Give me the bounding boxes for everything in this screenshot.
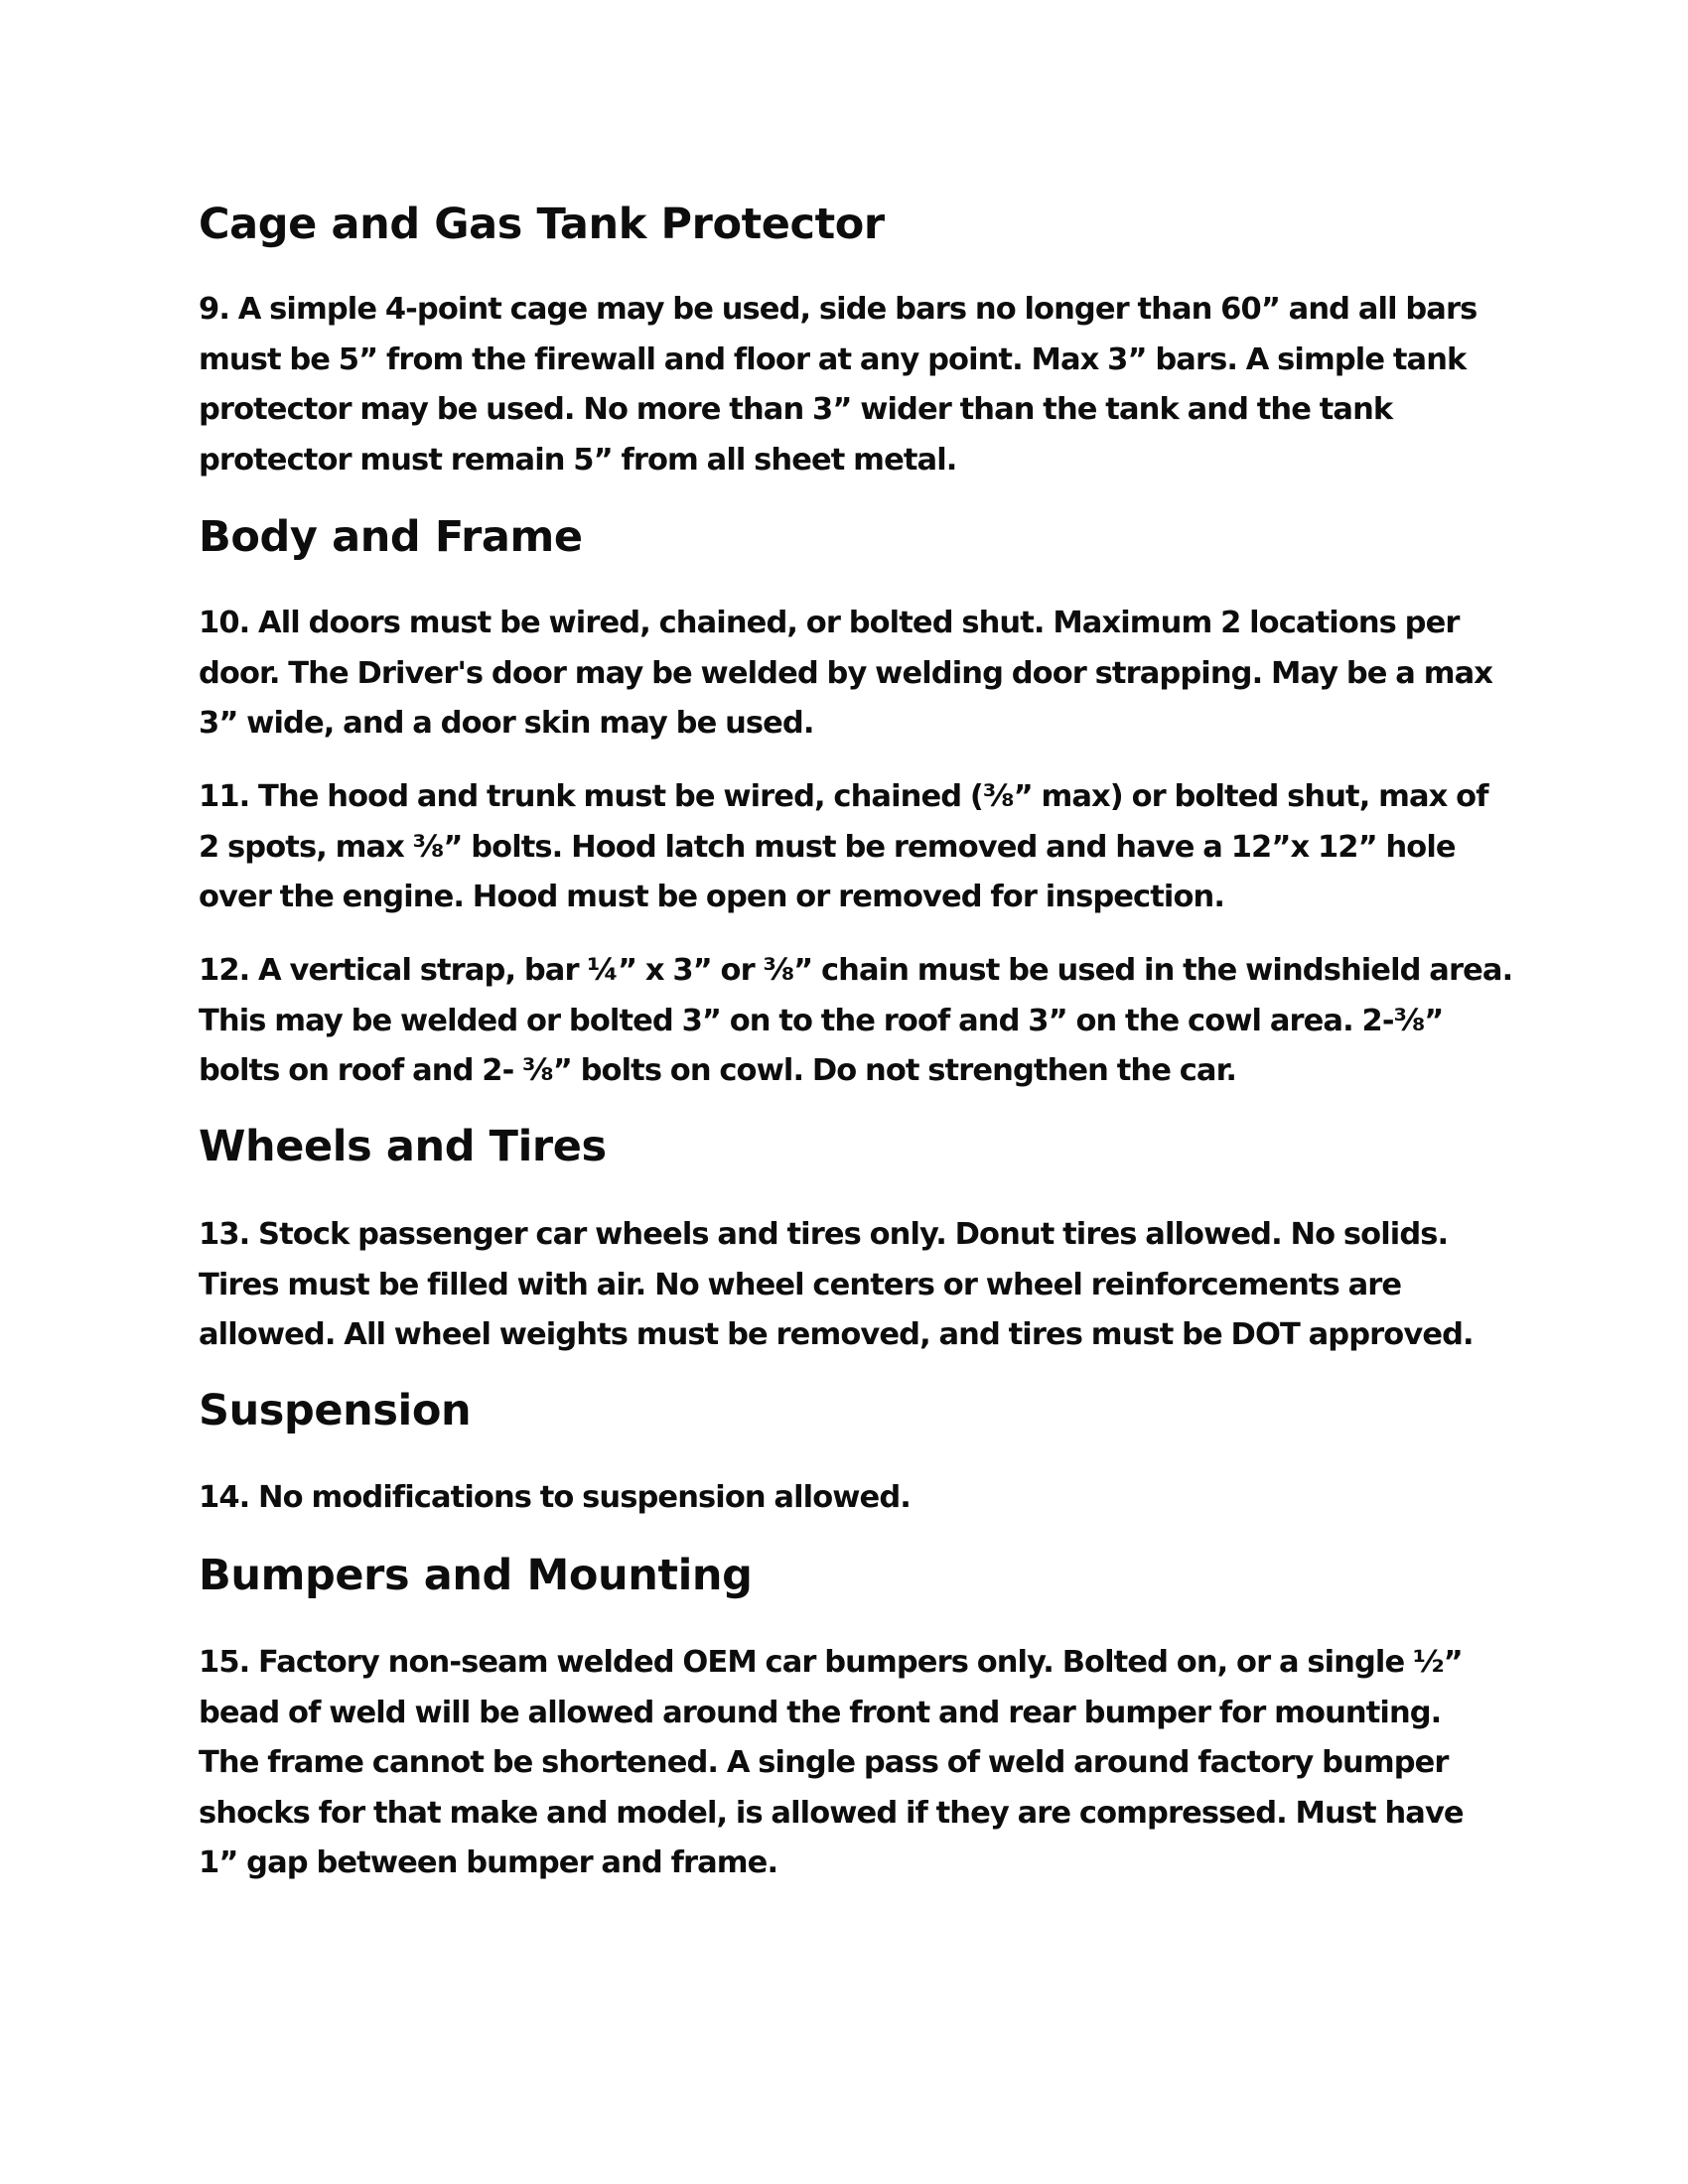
rule-line: protector must remain 5” from all sheet metal. [199,442,957,478]
rule-line: door. The Driver's door may be welded by welding door strapping. May be a max [199,655,1493,691]
rule-13 [199,1210,1474,1361]
rule-line: 2 spots, max ⅜” bolts. Hood latch must be removed and have a 12”x 12” hole [199,829,1456,865]
rule-10 [199,599,1492,750]
rule-11 [199,772,1488,923]
rule-line: 11. The hood and trunk must be wired, chained (⅜” max) or bolted shut, max of [199,779,1488,814]
rule-line: over the engine. Hood must be open or removed for inspection. [199,880,1225,914]
section-heading-wheels-and-tires: Wheels and Tires [199,1122,607,1171]
rule-9 [199,285,1477,485]
section-heading-cage-and-gas-tank-protector: Cage and Gas Tank Protector [199,200,885,249]
rule-line: 1” gap between bumper and frame. [199,1845,778,1880]
rule-line: The frame cannot be shortened. A single pass of weld around factory bumper [199,1745,1449,1780]
rule-line: 13. Stock passenger car wheels and tires only. Donut tires allowed. No solids. [199,1217,1449,1252]
rule-line: Tires must be filled with air. No wheel centers or wheel reinforcements are [199,1267,1402,1302]
section-heading-suspension: Suspension [199,1386,472,1435]
section-heading-body-and-frame: Body and Frame [199,512,583,562]
rule-line: protector may be used. No more than 3” wider than the tank and the tank [199,392,1393,427]
rule-line: allowed. All wheel weights must be removed, and tires must be DOT approved. [199,1317,1474,1352]
rule-14 [199,1473,911,1524]
rule-line: 3” wide, and a door skin may be used. [199,706,814,741]
rule-line: must be 5” from the firewall and floor at any point. Max 3” bars. A simple tank [199,341,1467,377]
rule-line: 12. A vertical strap, bar ¼” x 3” or ⅜” chain must be used in the windshield area. [199,953,1513,988]
rule-line: 15. Factory non-seam welded OEM car bumpers only. Bolted on, or a single ½” [199,1645,1463,1680]
rule-line: 9. A simple 4-point cage may be used, side bars no longer than 60” and all bars [199,292,1477,327]
rule-line: 10. All doors must be wired, chained, or bolted shut. Maximum 2 locations per [199,606,1460,640]
rule-line: bead of weld will be allowed around the front and rear bumper for mounting. [199,1695,1442,1730]
section-heading-bumpers-and-mounting: Bumpers and Mounting [199,1551,753,1600]
rule-line: shocks for that make and model, is allowed if they are compressed. Must have [199,1795,1464,1831]
rule-line: This may be welded or bolted 3” on to the roof and 3” on the cowl area. 2-⅜” [199,1003,1444,1038]
rule-12 [199,946,1512,1097]
rule-line: bolts on roof and 2- ⅜” bolts on cowl. Do not strengthen the car. [199,1053,1237,1088]
rule-line: 14. No modifications to suspension allowed. [199,1480,911,1515]
rule-15 [199,1638,1464,1889]
